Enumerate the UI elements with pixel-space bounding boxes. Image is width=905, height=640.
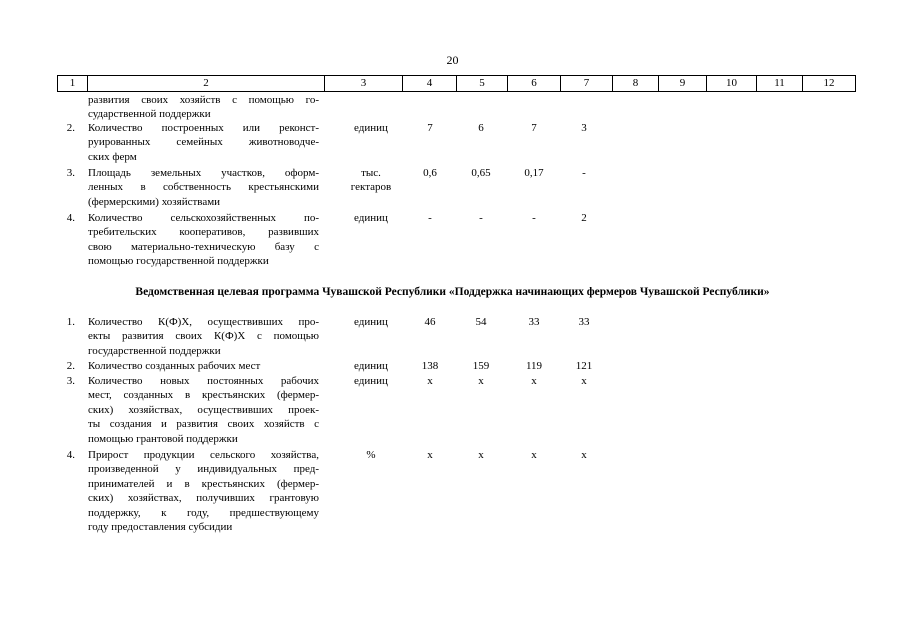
indicator-name-line: мест, созданных в крестьянских (фермер-	[88, 389, 319, 402]
indicator-name-line: (фермерскими) хозяйствами	[88, 195, 221, 208]
indicator-name-line: развития своих хозяйств с помощью го-	[88, 94, 319, 106]
indicator-name-line: ских) хозяйствах, осуществивших проек-	[88, 403, 319, 416]
value-cell: 33	[578, 316, 590, 328]
indicator-name-line: ленных в собственность крестьянскими	[88, 181, 319, 194]
unit-cell: единиц	[354, 122, 388, 134]
value-cell: 7	[531, 122, 537, 134]
indicator-name-line: сударственной поддержки	[88, 108, 211, 121]
value-cell: х	[581, 375, 587, 387]
indicator-name-line: году предоставления субсидии	[88, 521, 233, 534]
indicator-name-line: Количество новых постоянных рабочих	[88, 375, 319, 387]
value-cell: -	[479, 212, 483, 224]
indicator-name-line: Количество сельскохозяйственных по-	[88, 212, 319, 224]
indicator-name	[88, 211, 319, 269]
value-cell: 138	[421, 360, 439, 372]
value-cell: -	[582, 167, 586, 179]
unit-cell: %	[366, 449, 376, 461]
indicator-name	[88, 93, 319, 122]
indicator-name-line: государственной поддержки	[88, 344, 221, 357]
header-cell: 7	[560, 76, 612, 91]
value-cell: 119	[525, 360, 543, 372]
value-cell: х	[427, 449, 433, 461]
page-number: 20	[446, 53, 459, 67]
indicator-name-line: требительских кооперативов, развивших	[88, 226, 319, 239]
indicator-name-line: свою материально-техническую базу с	[88, 240, 319, 253]
header-cell: 11	[756, 76, 802, 91]
indicator-name	[88, 448, 319, 534]
indicator-name	[88, 166, 319, 209]
section-title: Ведомственная целевая программа Чувашской Республики «Поддержка начинающих фермеров Чувашской Республики»	[135, 286, 770, 298]
value-cell: 46	[424, 316, 436, 328]
indicator-name-line: поддержку, к году, предшествующему	[88, 506, 319, 519]
value-cell: 3	[581, 122, 587, 134]
indicator-name-line: помощью государственной поддержки	[88, 255, 269, 268]
value-cell: 159	[472, 360, 490, 372]
indicator-name-line: ских ферм	[88, 150, 137, 163]
value-cell: 7	[427, 122, 433, 134]
unit-cell: единиц	[354, 212, 388, 224]
indicator-name-line: ты создания и развития своих хозяйств с	[88, 418, 319, 431]
value-cell: х	[531, 375, 537, 387]
value-cell: 0,65	[471, 167, 491, 179]
header-cell: 10	[706, 76, 756, 91]
table-header-row	[57, 75, 856, 92]
unit-cell: единиц	[354, 375, 388, 387]
value-cell: 0,17	[524, 167, 544, 179]
indicator-name-line: Площадь земельных участков, оформ-	[88, 167, 319, 179]
row-number: 3.	[66, 375, 75, 387]
value-cell: х	[478, 449, 484, 461]
indicator-name	[88, 121, 319, 164]
indicator-name	[88, 315, 319, 358]
unit-cell: единиц	[354, 316, 388, 328]
value-cell: 2	[581, 212, 587, 224]
indicator-name-line: Прирост продукции сельского хозяйства,	[88, 449, 319, 461]
indicator-name-line: руированных семейных животноводче-	[88, 136, 319, 149]
value-cell: 6	[478, 122, 484, 134]
indicator-name-line: ских) хозяйствах, получивших грантовую	[88, 492, 319, 505]
value-cell: 33	[528, 316, 540, 328]
row-number: 4.	[66, 212, 75, 224]
unit-cell: единиц	[354, 360, 388, 372]
header-cell: 8	[612, 76, 658, 91]
row-number: 4.	[66, 449, 75, 461]
indicator-name-line: помощью грантовой поддержки	[88, 432, 238, 445]
indicator-name-line: Количество созданных рабочих мест	[88, 360, 261, 372]
header-cell: 9	[658, 76, 706, 91]
value-cell: х	[478, 375, 484, 387]
row-number: 3.	[66, 167, 75, 179]
row-number: 1.	[66, 316, 75, 328]
row-number: 2.	[66, 122, 75, 134]
header-cell: 3	[324, 76, 402, 91]
value-cell: 121	[575, 360, 593, 372]
indicator-name-line: екты развития своих К(Ф)Х с помощью	[88, 330, 319, 343]
value-cell: -	[532, 212, 536, 224]
value-cell: х	[531, 449, 537, 461]
value-cell: 0,6	[423, 167, 437, 179]
indicator-name-line: произведенной у индивидуальных пред-	[88, 463, 319, 476]
indicator-name-line: Количество К(Ф)Х, осуществивших про-	[88, 316, 319, 328]
header-cell: 4	[402, 76, 456, 91]
header-cell: 12	[802, 76, 856, 91]
header-cell: 2	[87, 76, 324, 91]
header-cell: 6	[507, 76, 560, 91]
value-cell: 54	[475, 316, 487, 328]
indicator-name	[88, 359, 319, 373]
value-cell: -	[428, 212, 432, 224]
unit-cell: тыс. гектаров	[350, 167, 392, 193]
row-number: 2.	[66, 360, 75, 372]
indicator-name-line: Количество построенных или реконст-	[88, 122, 319, 134]
value-cell: х	[581, 449, 587, 461]
header-cell: 1	[57, 76, 87, 91]
header-cell: 5	[456, 76, 507, 91]
indicator-name-line: принимателей и в крестьянских (фермер-	[88, 477, 319, 490]
indicator-name	[88, 374, 319, 446]
value-cell: х	[427, 375, 433, 387]
